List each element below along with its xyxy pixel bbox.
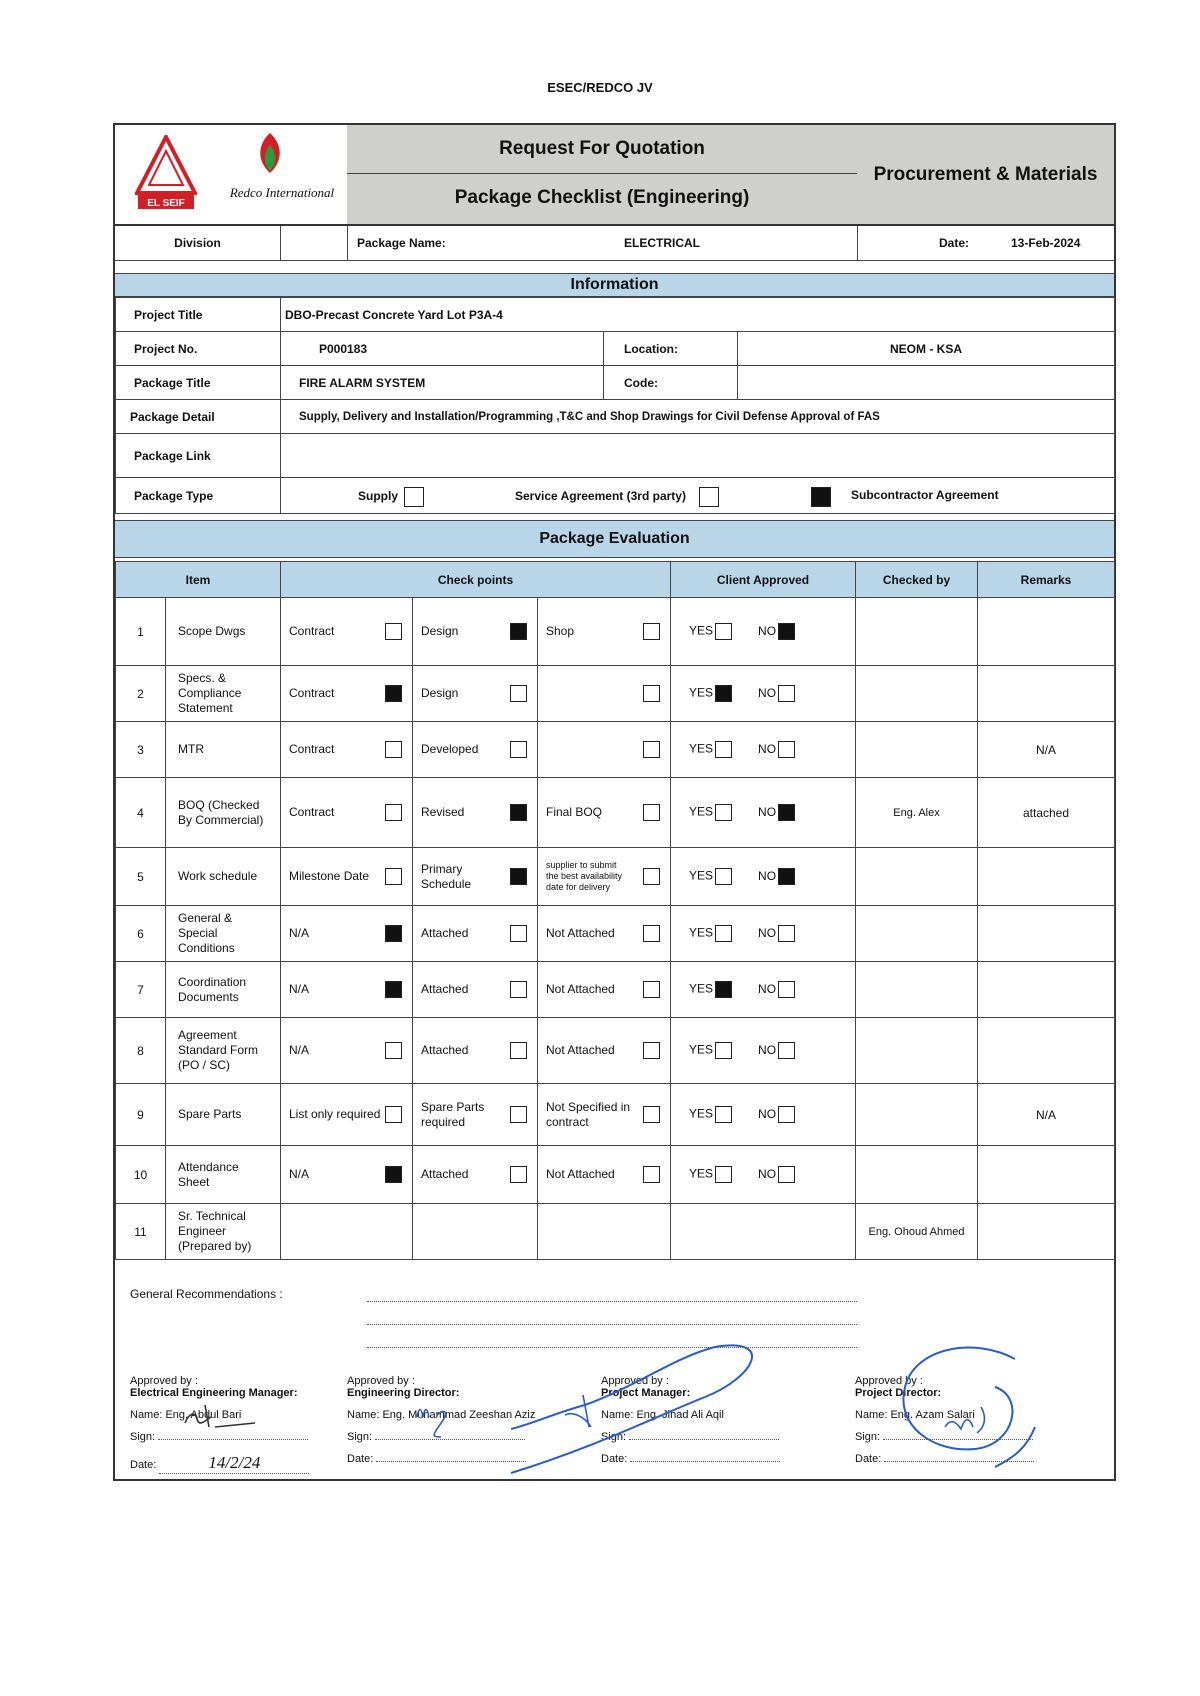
checkpoint-label: Spare Parts required (421, 1099, 485, 1129)
checkpoint-label: N/A (289, 1167, 310, 1181)
checkpoint-1 (281, 906, 413, 962)
package-name-value: ELECTRICAL (624, 236, 700, 250)
division-value (280, 226, 348, 260)
date-label: Date: (601, 1453, 628, 1465)
checkpoint-label: Not Specified in contract (546, 1099, 631, 1129)
yes-label: YES (689, 741, 714, 756)
checked-by-cell (856, 848, 978, 906)
project-no-label: Project No. (116, 332, 281, 366)
project-no-row (116, 332, 1115, 366)
no-checkbox[interactable] (778, 804, 795, 821)
checkpoint-2 (413, 722, 538, 778)
checkpoint-label: Not Attached (546, 982, 615, 996)
header-item: Item (116, 562, 281, 598)
checkpoint-empty (413, 1204, 538, 1260)
redco-logo-text: Redco International (229, 185, 335, 200)
evaluation-row-6 (116, 906, 1115, 962)
checkpoint-2 (413, 848, 538, 906)
checkpoint-3 (538, 962, 671, 1018)
client-approved-cell (671, 1146, 856, 1204)
row-number: 7 (116, 962, 166, 1018)
checkpoint-2 (413, 598, 538, 666)
code-label: Code: (604, 366, 738, 400)
checkpoint-3 (538, 1084, 671, 1146)
client-approved-cell (671, 778, 856, 848)
checkpoint-checkbox[interactable] (385, 868, 402, 885)
project-title-value: DBO-Precast Concrete Yard Lot P3A-4 (281, 298, 1115, 332)
location-value: NEOM - KSA (738, 332, 1115, 366)
checkpoint-1 (281, 666, 413, 722)
title-line-1: Request For Quotation (347, 125, 857, 174)
yes-label: YES (689, 1166, 714, 1181)
checkpoint-3 (538, 778, 671, 848)
row-number: 2 (116, 666, 166, 722)
row-number: 11 (116, 1204, 166, 1260)
row-number: 1 (116, 598, 166, 666)
general-recommendations-label: General Recommendations : (130, 1287, 283, 1301)
checkpoint-label: Not Attached (546, 1167, 615, 1181)
footer-section (115, 1277, 1114, 1481)
package-link-value (281, 434, 1115, 478)
code-value (738, 366, 1115, 400)
row-number: 8 (116, 1018, 166, 1084)
checkpoint-checkbox[interactable] (643, 1106, 660, 1123)
checkpoint-3 (538, 598, 671, 666)
checkpoint-checkbox[interactable] (385, 1166, 402, 1183)
package-link-label: Package Link (116, 434, 281, 478)
client-approved-cell (671, 962, 856, 1018)
no-checkbox[interactable] (778, 685, 795, 702)
checkpoint-3 (538, 666, 671, 722)
approver-name: Eng. Azam Salari (890, 1409, 975, 1421)
checkpoint-2 (413, 1146, 538, 1204)
no-checkbox[interactable] (778, 1106, 795, 1123)
type-service[interactable] (515, 487, 719, 507)
no-checkbox[interactable] (778, 868, 795, 885)
checkpoint-checkbox[interactable] (385, 685, 402, 702)
checkpoint-1 (281, 1084, 413, 1146)
date-label: Date: (347, 1453, 374, 1465)
checked-by-cell (856, 1146, 978, 1204)
checkpoint-label: Not Attached (546, 926, 615, 940)
checked-by-cell: Eng. Ohoud Ahmed (856, 1204, 978, 1260)
sign-label: Sign: (855, 1431, 881, 1443)
row-item: Scope Dwgs (166, 598, 281, 666)
approver-name: Eng. Jihad Ali Aqil (636, 1409, 724, 1421)
checkpoint-1 (281, 1018, 413, 1084)
yes-checkbox[interactable] (715, 981, 732, 998)
checkpoint-checkbox[interactable] (385, 804, 402, 821)
checkpoint-checkbox[interactable] (510, 868, 527, 885)
package-type-options (281, 478, 1115, 514)
yes-label: YES (689, 868, 714, 883)
evaluation-section (115, 561, 1114, 1260)
yes-label: YES (689, 623, 714, 638)
document-header: ESEC/REDCO JV (547, 80, 653, 95)
header-remarks: Remarks (978, 562, 1115, 598)
checkpoint-checkbox[interactable] (510, 804, 527, 821)
evaluation-band: Package Evaluation (115, 520, 1114, 558)
checkpoint-checkbox[interactable] (510, 1166, 527, 1183)
row-number: 6 (116, 906, 166, 962)
checkpoint-label: Contract (289, 742, 335, 756)
meta-row (115, 226, 1114, 261)
remarks-cell: N/A (978, 722, 1115, 778)
approver-name: Eng. Muhammad Zeeshan Aziz (382, 1409, 536, 1421)
checkpoint-3 (538, 722, 671, 778)
row-item: Sr. Technical Engineer (Prepared by) (166, 1204, 281, 1260)
checkpoint-2 (413, 906, 538, 962)
checkpoint-label: N/A (289, 926, 310, 940)
checked-by-cell (856, 722, 978, 778)
checkpoint-checkbox[interactable] (385, 925, 402, 942)
checkpoint-2 (413, 1018, 538, 1084)
package-link-row (116, 434, 1115, 478)
checkpoint-2 (413, 778, 538, 848)
information-band: Information (115, 273, 1114, 297)
row-item: Coordination Documents (166, 962, 281, 1018)
approved-by-label: Approved by : (130, 1375, 198, 1387)
no-label: NO (758, 981, 777, 996)
checkpoint-checkbox[interactable] (385, 1106, 402, 1123)
project-title-label: Project Title (116, 298, 281, 332)
checkpoint-label: Revised (421, 805, 465, 819)
checkpoint-label: N/A (289, 1043, 310, 1057)
yes-label: YES (689, 925, 714, 940)
approver-role: Electrical Engineering Manager: (130, 1387, 298, 1399)
logo-area (115, 125, 348, 224)
no-label: NO (758, 925, 777, 940)
checkpoint-3 (538, 906, 671, 962)
date-value: 13-Feb-2024 (1011, 236, 1081, 250)
no-checkbox[interactable] (778, 981, 795, 998)
checked-by-cell (856, 906, 978, 962)
title-main (347, 125, 858, 224)
checkpoint-label: N/A (289, 982, 310, 996)
no-label: NO (758, 741, 777, 756)
checkpoint-checkbox[interactable] (385, 623, 402, 640)
type-service-checkbox[interactable] (699, 487, 719, 507)
checked-by-cell (856, 598, 978, 666)
package-detail-row (116, 400, 1115, 434)
project-title-row (116, 298, 1115, 332)
approved-by-label: Approved by : (855, 1375, 923, 1387)
project-no-value: P000183 (281, 332, 604, 366)
checkpoint-1 (281, 778, 413, 848)
yes-label: YES (689, 1042, 714, 1057)
location-label: Location: (604, 332, 738, 366)
remarks-cell: attached (978, 778, 1115, 848)
checkpoint-checkbox[interactable] (510, 685, 527, 702)
checkpoint-label: Contract (289, 686, 335, 700)
row-item: General & Special Conditions (166, 906, 281, 962)
checkpoint-checkbox[interactable] (643, 1166, 660, 1183)
remarks-cell (978, 848, 1115, 906)
evaluation-row-9 (116, 1084, 1115, 1146)
yes-checkbox[interactable] (715, 623, 732, 640)
row-number: 9 (116, 1084, 166, 1146)
package-title-row (116, 366, 1115, 400)
approver-role: Engineering Director: (347, 1387, 460, 1399)
checkpoint-2 (413, 962, 538, 1018)
package-title-label: Package Title (116, 366, 281, 400)
checkpoint-empty (538, 1204, 671, 1260)
yes-checkbox[interactable] (715, 1106, 732, 1123)
yes-checkbox[interactable] (715, 1166, 732, 1183)
checked-by-cell: Eng. Alex (856, 778, 978, 848)
information-section (115, 297, 1114, 514)
checkpoint-2 (413, 666, 538, 722)
yes-checkbox[interactable] (715, 804, 732, 821)
checkpoint-label: Developed (421, 742, 479, 756)
name-label: Name: (130, 1409, 163, 1421)
package-type-row (116, 478, 1115, 514)
client-approved-cell (671, 598, 856, 666)
client-approved-cell (671, 906, 856, 962)
information-table (115, 297, 1115, 514)
name-label: Name: (601, 1409, 634, 1421)
checkpoint-1 (281, 722, 413, 778)
client-approved-cell (671, 1018, 856, 1084)
date-label: Date: (855, 1453, 882, 1465)
checkpoint-label: Shop (546, 624, 575, 638)
remarks-cell (978, 1204, 1115, 1260)
evaluation-row-1 (116, 598, 1115, 666)
no-label: NO (758, 1166, 777, 1181)
checked-by-cell (856, 1018, 978, 1084)
checkpoint-label: Attached (421, 982, 469, 996)
evaluation-row-4 (116, 778, 1115, 848)
sign-label: Sign: (130, 1431, 156, 1443)
header-client-approved: Client Approved (671, 562, 856, 598)
client-approved-cell (671, 666, 856, 722)
approved-by-label: Approved by : (601, 1375, 669, 1387)
checkpoint-label: Final BOQ (546, 805, 603, 819)
evaluation-row-3 (116, 722, 1115, 778)
yes-checkbox[interactable] (715, 741, 732, 758)
checkpoint-3 (538, 1018, 671, 1084)
yes-label: YES (689, 981, 714, 996)
redco-logo-icon (249, 131, 291, 175)
approved-by-label: Approved by : (347, 1375, 415, 1387)
checked-by-cell (856, 962, 978, 1018)
evaluation-row-5 (116, 848, 1115, 906)
el-seif-logo-icon (135, 135, 197, 211)
package-type-label: Package Type (116, 478, 281, 514)
checkpoint-3 (538, 1146, 671, 1204)
evaluation-row-10 (116, 1146, 1115, 1204)
checkpoint-1 (281, 962, 413, 1018)
checkpoint-checkbox[interactable] (510, 981, 527, 998)
checkpoint-checkbox[interactable] (385, 741, 402, 758)
evaluation-row-11 (116, 1204, 1115, 1260)
evaluation-body (116, 598, 1115, 1260)
type-subcontractor-label: Subcontractor Agreement (851, 488, 999, 502)
title-line-2: Package Checklist (Engineering) (454, 187, 750, 208)
checkpoint-checkbox[interactable] (510, 925, 527, 942)
approval-date: 14/2/24 (159, 1453, 309, 1474)
package-title-value: FIRE ALARM SYSTEM (281, 366, 604, 400)
evaluation-row-2 (116, 666, 1115, 722)
checkpoint-checkbox[interactable] (510, 1042, 527, 1059)
checkpoint-1 (281, 848, 413, 906)
approver-role: Project Director: (855, 1387, 942, 1399)
no-checkbox[interactable] (778, 1042, 795, 1059)
header-checkpoints: Check points (281, 562, 671, 598)
checkpoint-1 (281, 1146, 413, 1204)
title-block (115, 125, 1114, 226)
no-label: NO (758, 1106, 777, 1121)
checkpoint-checkbox[interactable] (643, 623, 660, 640)
approver-role: Project Manager: (601, 1387, 691, 1399)
date-label: Date: (939, 236, 970, 250)
yes-label: YES (689, 804, 714, 819)
checkpoint-label: Not Attached (546, 1043, 615, 1057)
signature-scribbles-icon (115, 1277, 1114, 1481)
checkpoint-label: Contract (289, 624, 335, 638)
checkpoint-checkbox[interactable] (643, 981, 660, 998)
row-item: Agreement Standard Form (PO / SC) (166, 1018, 281, 1084)
client-approved-empty (671, 1204, 856, 1260)
client-approved-cell (671, 1084, 856, 1146)
yes-checkbox[interactable] (715, 685, 732, 702)
no-checkbox[interactable] (778, 925, 795, 942)
date-label: Date: (130, 1459, 157, 1471)
checkpoint-label: Primary Schedule (421, 861, 472, 891)
header-checked-by: Checked by (856, 562, 978, 598)
svg-text:EL SEIF: EL SEIF (147, 198, 185, 209)
checkpoint-checkbox[interactable] (385, 1042, 402, 1059)
yes-checkbox[interactable] (715, 868, 732, 885)
row-number: 3 (116, 722, 166, 778)
yes-label: YES (689, 685, 714, 700)
evaluation-table (115, 561, 1115, 1260)
remarks-cell (978, 598, 1115, 666)
checkpoint-checkbox[interactable] (643, 685, 660, 702)
no-label: NO (758, 804, 777, 819)
no-label: NO (758, 623, 777, 638)
no-checkbox[interactable] (778, 623, 795, 640)
no-label: NO (758, 1042, 777, 1057)
yes-checkbox[interactable] (715, 925, 732, 942)
checkpoint-label: Attached (421, 926, 469, 940)
client-approved-cell (671, 848, 856, 906)
checklist-form (113, 123, 1116, 1481)
checkpoint-1 (281, 598, 413, 666)
sign-label: Sign: (347, 1431, 373, 1443)
yes-checkbox[interactable] (715, 1042, 732, 1059)
checkpoint-empty (281, 1204, 413, 1260)
no-checkbox[interactable] (778, 1166, 795, 1183)
evaluation-header-row (116, 562, 1115, 598)
package-name-label: Package Name: (357, 236, 446, 250)
row-item: BOQ (Checked By Commercial) (166, 778, 281, 848)
package-detail-value: Supply, Delivery and Installation/Programming ,T&C and Shop Drawings for Civil Defense Approval of FAS (281, 400, 1115, 434)
yes-label: YES (689, 1106, 714, 1121)
checkpoint-checkbox[interactable] (643, 741, 660, 758)
sign-label: Sign: (601, 1431, 627, 1443)
checkpoint-checkbox[interactable] (643, 1042, 660, 1059)
remarks-cell (978, 962, 1115, 1018)
row-item: Attendance Sheet (166, 1146, 281, 1204)
checkpoint-label: Milestone Date (289, 869, 370, 883)
evaluation-row-8 (116, 1018, 1115, 1084)
row-number: 10 (116, 1146, 166, 1204)
checkpoint-checkbox[interactable] (510, 741, 527, 758)
approver-name: Eng. Abdul Bari (165, 1409, 242, 1421)
type-supply[interactable] (358, 487, 424, 507)
row-item: Work schedule (166, 848, 281, 906)
checkpoint-2 (413, 1084, 538, 1146)
checkpoint-label: supplier to submit the best availability date for delivery (546, 860, 623, 892)
remarks-cell (978, 666, 1115, 722)
name-label: Name: (855, 1409, 888, 1421)
checkpoint-checkbox[interactable] (385, 981, 402, 998)
checkpoint-label: Design (421, 624, 459, 638)
package-detail-label: Package Detail (116, 400, 281, 434)
remarks-cell (978, 1018, 1115, 1084)
type-supply-checkbox[interactable] (404, 487, 424, 507)
checked-by-cell (856, 1084, 978, 1146)
checkpoint-3 (538, 848, 671, 906)
row-number: 5 (116, 848, 166, 906)
type-service-label: Service Agreement (3rd party) (515, 489, 686, 504)
checkpoint-label: Attached (421, 1167, 469, 1181)
row-item: Specs. & Compliance Statement (166, 666, 281, 722)
checkpoint-label: Design (421, 686, 459, 700)
client-approved-cell (671, 722, 856, 778)
remarks-cell: N/A (978, 1084, 1115, 1146)
checkpoint-label: Contract (289, 805, 335, 819)
checkpoint-checkbox[interactable] (510, 1106, 527, 1123)
remarks-cell (978, 1146, 1115, 1204)
checkpoint-checkbox[interactable] (510, 623, 527, 640)
checkpoint-label: List only required (289, 1107, 381, 1121)
no-label: NO (758, 685, 777, 700)
row-number: 4 (116, 778, 166, 848)
type-supply-label: Supply (358, 489, 399, 504)
no-label: NO (758, 868, 777, 883)
checkpoint-checkbox[interactable] (643, 868, 660, 885)
no-checkbox[interactable] (778, 741, 795, 758)
checkpoint-checkbox[interactable] (643, 925, 660, 942)
remarks-cell (978, 906, 1115, 962)
checkpoint-checkbox[interactable] (643, 804, 660, 821)
evaluation-row-7 (116, 962, 1115, 1018)
division-label: Division (115, 226, 281, 260)
type-subcontractor-checkbox[interactable] (811, 487, 831, 507)
checkpoint-label: Attached (421, 1043, 469, 1057)
title-side: Procurement & Materials (857, 125, 1114, 224)
name-label: Name: (347, 1409, 380, 1421)
row-item: Spare Parts (166, 1084, 281, 1146)
checked-by-cell (856, 666, 978, 722)
row-item: MTR (166, 722, 281, 778)
